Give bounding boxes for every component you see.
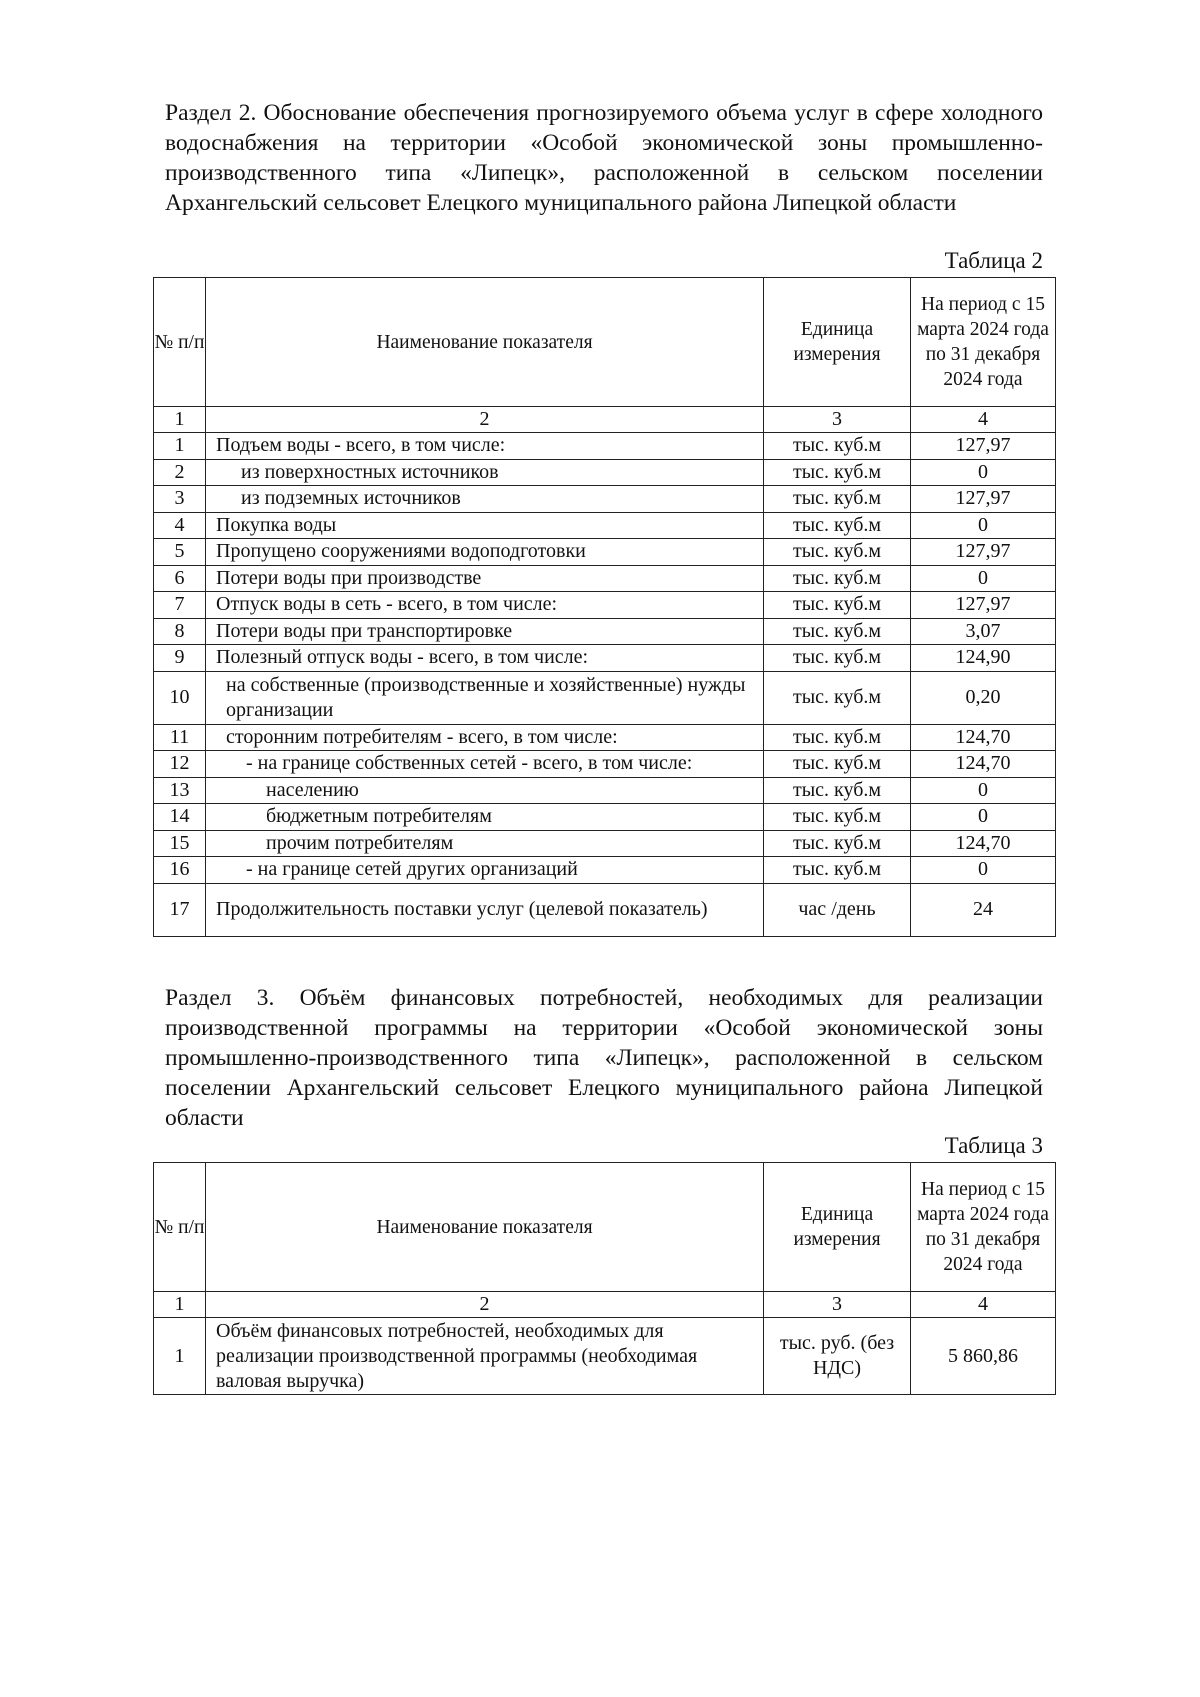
section-3-title: Раздел 3. Объём финансовых потребностей, необходимых для реализации производственной программы на территории «Особой экономической зоны промышленно-производственного типа «Липецк», расположенной в сельском поселении Архангельский сельсовет Елецкого муниципального района Липецкой области [165, 985, 1043, 1131]
value: 0 [911, 777, 1056, 804]
value: 0 [911, 459, 1056, 486]
table-row [154, 645, 1056, 672]
unit: тыс. куб.м [764, 724, 911, 751]
table-row [154, 433, 1056, 460]
value: 0,20 [911, 671, 1056, 724]
row-number: 6 [154, 565, 206, 592]
column-number-row [154, 1292, 1056, 1318]
value: 127,97 [911, 539, 1056, 566]
column-number: 3 [764, 1292, 911, 1318]
row-number: 1 [154, 1318, 206, 1395]
value: 124,70 [911, 724, 1056, 751]
header-period: На период с 15 марта 2024 года по 31 декабря 2024 года [911, 1163, 1056, 1292]
indicator-name: населению [206, 777, 764, 804]
indicator-name: Пропущено сооружениями водоподготовки [206, 539, 764, 566]
indicator-name: Покупка воды [206, 512, 764, 539]
table-header-row [154, 278, 1056, 407]
table-row [154, 724, 1056, 751]
value: 124,90 [911, 645, 1056, 672]
column-number: 3 [764, 407, 911, 433]
header-indicator-name: Наименование показателя [206, 1163, 764, 1292]
unit: тыс. куб.м [764, 433, 911, 460]
unit: тыс. куб.м [764, 459, 911, 486]
column-number: 1 [154, 407, 206, 433]
header-number: № п/п [154, 1163, 206, 1292]
row-number: 5 [154, 539, 206, 566]
indicator-name: на собственные (производственные и хозяйственные) нужды организации [206, 671, 764, 724]
unit: час /день [764, 883, 911, 936]
table-row [154, 539, 1056, 566]
column-number: 1 [154, 1292, 206, 1318]
row-number: 15 [154, 830, 206, 857]
column-number: 2 [206, 1292, 764, 1318]
unit: тыс. куб.м [764, 671, 911, 724]
indicator-name: Потери воды при транспортировке [206, 618, 764, 645]
indicator-name: из подземных источников [206, 486, 764, 513]
indicator-name: - на границе собственных сетей - всего, в том числе: [206, 751, 764, 778]
value: 127,97 [911, 433, 1056, 460]
unit: тыс. куб.м [764, 830, 911, 857]
indicator-name: бюджетным потребителям [206, 804, 764, 831]
header-indicator-name: Наименование показателя [206, 278, 764, 407]
unit: тыс. куб.м [764, 539, 911, 566]
unit: тыс. куб.м [764, 512, 911, 539]
row-number: 9 [154, 645, 206, 672]
value: 124,70 [911, 751, 1056, 778]
table-row [154, 618, 1056, 645]
column-number: 2 [206, 407, 764, 433]
unit: тыс. куб.м [764, 751, 911, 778]
unit: тыс. куб.м [764, 857, 911, 884]
column-number: 4 [911, 1292, 1056, 1318]
value: 0 [911, 565, 1056, 592]
unit: тыс. куб.м [764, 804, 911, 831]
unit: тыс. куб.м [764, 618, 911, 645]
table-row [154, 777, 1056, 804]
table-row [154, 804, 1056, 831]
indicator-name: прочим потребителям [206, 830, 764, 857]
indicator-name: сторонним потребителям - всего, в том числе: [206, 724, 764, 751]
row-number: 13 [154, 777, 206, 804]
row-number: 2 [154, 459, 206, 486]
value: 127,97 [911, 592, 1056, 619]
section-2-title: Раздел 2. Обоснование обеспечения прогнозируемого объема услуг в сфере холодного водоснабжения на территории «Особой экономической зоны промышленно-производственного типа «Липецк», расположенной в сельском поселении Архангельский сельсовет Елецкого муниципального района Липецкой области [165, 100, 1043, 216]
value: 5 860,86 [911, 1318, 1056, 1395]
table-row [154, 671, 1056, 724]
table-row [154, 565, 1056, 592]
header-number: № п/п [154, 278, 206, 407]
indicator-name: - на границе сетей других организаций [206, 857, 764, 884]
indicator-name: Подъем воды - всего, в том числе: [206, 433, 764, 460]
table-row [154, 857, 1056, 884]
unit: тыс. куб.м [764, 486, 911, 513]
row-number: 10 [154, 671, 206, 724]
row-number: 16 [154, 857, 206, 884]
value: 3,07 [911, 618, 1056, 645]
table-row [154, 592, 1056, 619]
indicator-name: из поверхностных источников [206, 459, 764, 486]
indicator-name: Объём финансовых потребностей, необходимых для реализации производственной программы (необходимая валовая выручка) [206, 1318, 764, 1395]
indicator-name: Отпуск воды в сеть - всего, в том числе: [206, 592, 764, 619]
unit: тыс. куб.м [764, 592, 911, 619]
table-row [154, 751, 1056, 778]
row-number: 12 [154, 751, 206, 778]
row-number: 17 [154, 883, 206, 936]
row-number: 8 [154, 618, 206, 645]
table-row [154, 459, 1056, 486]
table-2 [153, 277, 1056, 937]
indicator-name: Полезный отпуск воды - всего, в том числе: [206, 645, 764, 672]
table-row [154, 1318, 1056, 1395]
column-number-row [154, 407, 1056, 433]
value: 127,97 [911, 486, 1056, 513]
indicator-name: Продолжительность поставки услуг (целевой показатель) [206, 883, 764, 936]
table-3-caption: Таблица 3 [944, 1133, 1043, 1158]
table-3 [153, 1162, 1056, 1395]
row-number: 3 [154, 486, 206, 513]
table-header-row [154, 1163, 1056, 1292]
value: 24 [911, 883, 1056, 936]
column-number: 4 [911, 407, 1056, 433]
table-row [154, 883, 1056, 936]
row-number: 11 [154, 724, 206, 751]
header-period: На период с 15 марта 2024 года по 31 декабря 2024 года [911, 278, 1056, 407]
unit: тыс. куб.м [764, 777, 911, 804]
unit: тыс. руб. (без НДС) [764, 1318, 911, 1395]
row-number: 1 [154, 433, 206, 460]
table-row [154, 512, 1056, 539]
table-row [154, 830, 1056, 857]
header-unit: Единица измерения [764, 1163, 911, 1292]
value: 124,70 [911, 830, 1056, 857]
unit: тыс. куб.м [764, 565, 911, 592]
value: 0 [911, 512, 1056, 539]
table-row [154, 486, 1056, 513]
row-number: 4 [154, 512, 206, 539]
indicator-name: Потери воды при производстве [206, 565, 764, 592]
row-number: 14 [154, 804, 206, 831]
value: 0 [911, 857, 1056, 884]
unit: тыс. куб.м [764, 645, 911, 672]
table-2-caption: Таблица 2 [944, 248, 1043, 273]
value: 0 [911, 804, 1056, 831]
header-unit: Единица измерения [764, 278, 911, 407]
row-number: 7 [154, 592, 206, 619]
